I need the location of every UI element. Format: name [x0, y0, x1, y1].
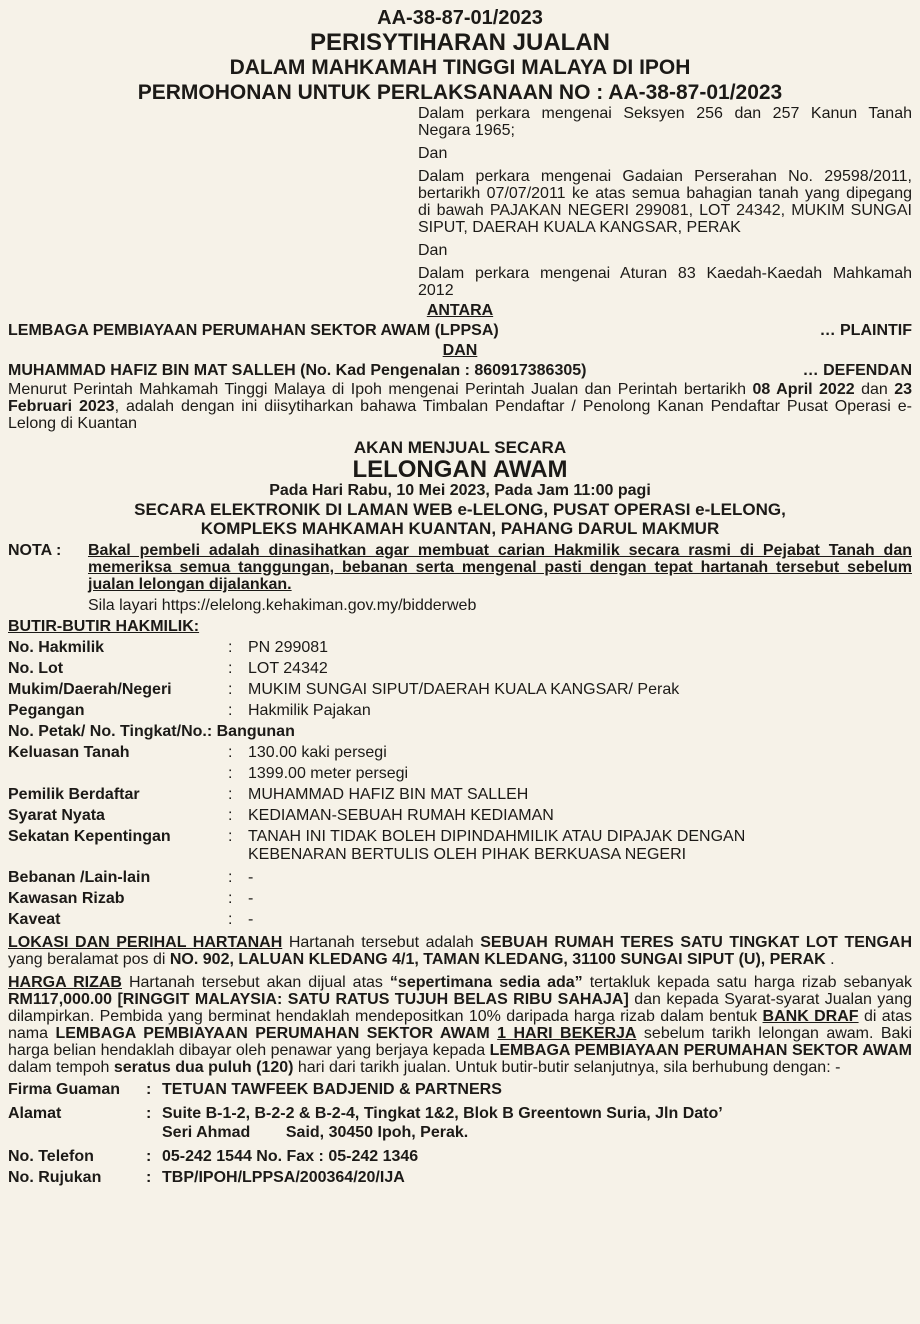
title-details-heading: BUTIR-BUTIR HAKMILIK:	[8, 618, 200, 635]
contact-row: Alamat : Suite B-1-2, B-2-2 & B-2-4, Tingkat 1&2, Blok B Greentown Suria, Jln Dato’ Seri Ahmad Said, 30450 Ipoh, Perak.	[8, 1105, 727, 1141]
title-row: Pemilik Berdaftar : MUHAMMAD HAFIZ BIN MAT SALLEH	[8, 786, 529, 803]
title-row: Sekatan Kepentingan : TANAH INI TIDAK BOLEH DIPINDAHMILIK ATAU DIPAJAK DENGAN KEBENARAN BERTULIS OLEH PIHAK BERKUASA NEGERI	[8, 828, 746, 863]
title-row: No. Lot : LOT 24342	[8, 660, 328, 677]
application-number: PERMOHONAN UNTUK PERLAKSANAAN NO : AA-38-87-01/2023	[137, 81, 783, 104]
title-row: Keluasan Tanah : 130.00 kaki persegi	[8, 744, 387, 761]
location-label: LOKASI DAN PERIHAL HARTANAH	[8, 934, 283, 951]
plaintiff-row	[8, 321, 912, 341]
matter-item: Dan	[418, 242, 448, 259]
reserve-amount: RM117,000.00 [RINGGIT MALAYSIA: SATU RATUS TUJUH BELAS RIBU SAHAJA]	[8, 991, 629, 1008]
matter-item: Dalam perkara mengenai Aturan 83 Kaedah-Kaedah Mahkamah 2012	[418, 265, 912, 299]
order-date-1: 08 April 2022	[752, 381, 855, 398]
matter-item: Dalam perkara mengenai Gadaian Perserahan No. 29598/2011, bertarikh 07/07/2011 ke atas semua bahagian tanah yang dipegang di bawah PAJAKAN NEGERI 299081, LOT 24342, MUKIM SUNGAI SIPUT, DAERAH KUALA KANGSAR, PERAK	[418, 168, 912, 236]
contact-row: Firma Guaman : TETUAN TAWFEEK BADJENID & PARTNERS	[8, 1081, 502, 1098]
title-row: No. Hakmilik : PN 299081	[8, 639, 329, 656]
reserve-price-paragraph: HARGA RIZAB Hartanah tersebut akan dijual atas “sepertimana sedia ada” tertakluk kepada satu harga rizab sebanyak RM117,000.00 [RINGGIT MALAYSIA: SATU RATUS TUJUH BELAS RIBU SAHAJA] dan kepada Syarat-syarat Jualan yang dilampirkan. Pembida yang berminat hendaklah mendepositkan 10% daripada harga rizab dalam bentuk BANK DRAF di atas nama LEMBAGA PEMBIAYAAN PERUMAHAN SEKTOR AWAM 1 HARI BEKERJA sebelum tarikh lelongan awam. Baki harga belian hendaklah dibayar oleh penawar yang berjaya kepada LEMBAGA PEMBIAYAAN PERUMAHAN SEKTOR AWAM dalam tempoh seratus dua puluh (120) hari dari tarikh jualan. Untuk butir-butir selanjutnya, sila berhubung dengan: -	[8, 974, 913, 1076]
contact-row: No. Telefon : 05-242 1544 No. Fax : 05-242 1346	[8, 1148, 419, 1165]
title-row: Kaveat : -	[8, 911, 254, 928]
and-label: DAN	[442, 342, 478, 359]
reserve-label: HARGA RIZAB	[8, 974, 122, 991]
auction-venue-2: KOMPLEKS MAHKAMAH KUANTAN, PAHANG DARUL MAKMUR	[200, 519, 720, 538]
plaintiff-name: LEMBAGA PEMBIAYAAN PERUMAHAN SEKTOR AWAM (LPPSA)	[8, 322, 499, 339]
auction-venue-1: SECARA ELEKTRONIK DI LAMAN WEB e-LELONG, PUSAT OPERASI e-LELONG,	[134, 500, 786, 519]
plaintiff-role: … PLAINTIF	[819, 322, 912, 339]
defendant-role: … DEFENDAN	[802, 362, 912, 379]
defendant-name: MUHAMMAD HAFIZ BIN MAT SALLEH (No. Kad Pengenalan : 860917386305)	[8, 362, 587, 379]
title-details-table	[8, 637, 912, 930]
title-row: : 1399.00 meter persegi	[228, 765, 409, 782]
title-row: No. Petak/ No. Tingkat/No.: Bangunan	[8, 723, 295, 740]
defendant-row	[8, 361, 912, 381]
title-row: Mukim/Daerah/Negeri : MUKIM SUNGAI SIPUT/DAERAH KUALA KANGSAR/ Perak	[8, 681, 680, 698]
between-label: ANTARA	[426, 302, 494, 319]
auction-date: Pada Hari Rabu, 10 Mei 2023, Pada Jam 11:00 pagi	[269, 482, 651, 499]
auction-title: LELONGAN AWAM	[352, 456, 568, 483]
title-row: Pegangan : Hakmilik Pajakan	[8, 702, 371, 719]
note-text: Bakal pembeli adalah dinasihatkan agar membuat carian Hakmilik secara rasmi di Pejabat Tanah dan memeriksa semua tanggungan, bebanan serta mengenal pasti dengan tepat hartanah tersebut sebelum jualan lelongan dijalankan.	[88, 542, 912, 593]
court-order-paragraph: Menurut Perintah Mahkamah Tinggi Malaya di Ipoh mengenai Perintah Jualan dan Perintah bertarikh 08 April 2022 dan 23 Februari 2023, adalah dengan ini diisytiharkan bahawa Timbalan Pendaftar / Penolong Kanan Pendaftar Pusat Operasi e-Lelong di Kuantan	[8, 381, 913, 432]
matter-item: Dan	[418, 145, 448, 162]
location-paragraph: LOKASI DAN PERIHAL HARTANAH Hartanah tersebut adalah SEBUAH RUMAH TERES SATU TINGKAT LOT TENGAH yang beralamat pos di NO. 902, LALUAN KLEDANG 4/1, TAMAN KLEDANG, 31100 SUNGAI SIPUT (U), PERAK .	[8, 934, 912, 968]
matters-block	[418, 105, 912, 299]
matter-item: Dalam perkara mengenai Seksyen 256 dan 257 Kanun Tanah Negara 1965;	[418, 105, 912, 139]
auction-intro: AKAN MENJUAL SECARA	[353, 438, 567, 457]
note-url[interactable]: Sila layari https://elelong.kehakiman.gov.my/bidderweb	[88, 597, 477, 614]
note-block	[8, 542, 912, 614]
case-number: AA-38-87-01/2023	[377, 7, 543, 29]
order-date-2: 23 Februari 2023	[8, 381, 913, 415]
document-title: PERISYTIHARAN JUALAN	[309, 29, 611, 56]
title-row: Bebanan /Lain-lain : -	[8, 869, 254, 886]
note-label: NOTA :	[8, 542, 62, 559]
contact-table	[8, 1079, 912, 1188]
court-name: DALAM MAHKAMAH TINGGI MALAYA DI IPOH	[229, 56, 691, 79]
title-row: Syarat Nyata : KEDIAMAN-SEBUAH RUMAH KEDIAMAN	[8, 807, 554, 824]
title-row: Kawasan Rizab : -	[8, 890, 254, 907]
contact-row: No. Rujukan : TBP/IPOH/LPPSA/200364/20/IJA	[8, 1169, 405, 1186]
